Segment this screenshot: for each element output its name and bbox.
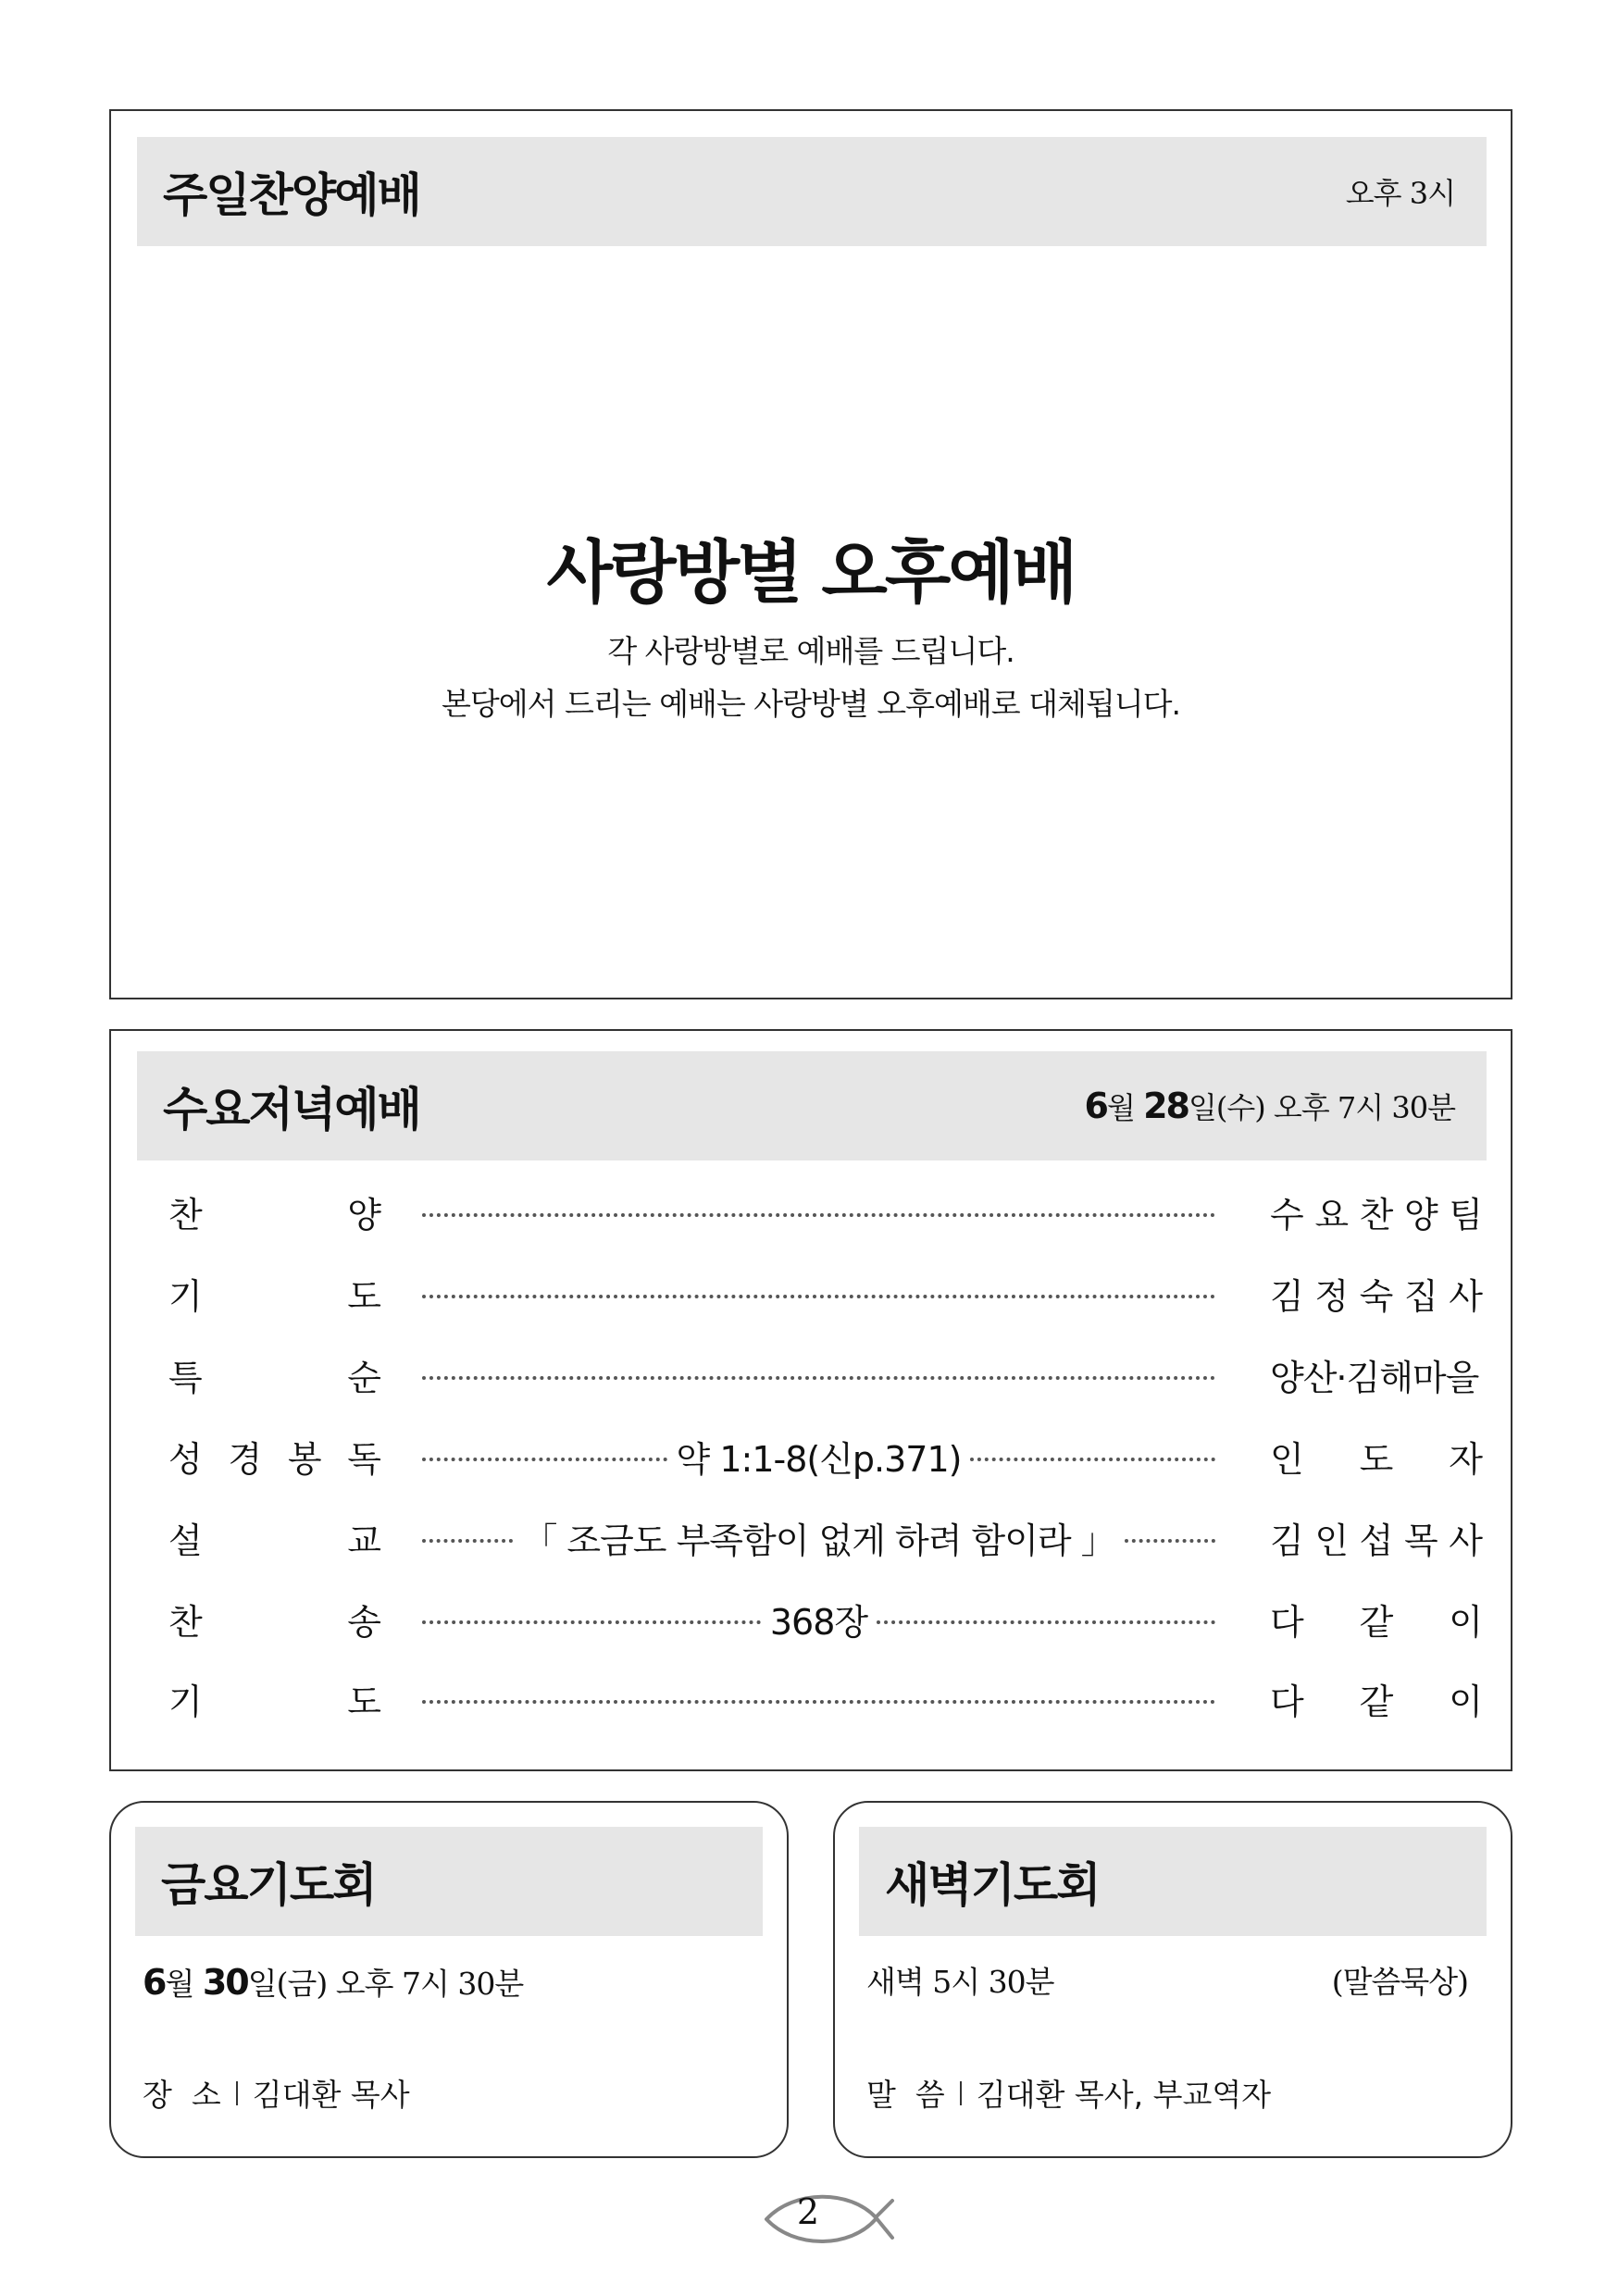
divider-bar bbox=[960, 2081, 962, 2105]
dotted-leader bbox=[1125, 1539, 1215, 1543]
word-label: 말 씀 bbox=[866, 2077, 945, 2113]
order-content bbox=[418, 1696, 1219, 1700]
sunday-headline: 사랑방별 오후예배 bbox=[546, 533, 1076, 613]
order-leader: 다 같 이 bbox=[1270, 1601, 1483, 1643]
friday-prayer-box bbox=[109, 1801, 789, 2158]
dotted-leader bbox=[877, 1620, 1215, 1624]
wednesday-service-time: 6월 28일(수) 오후 7시 30분 bbox=[1084, 1086, 1455, 1126]
word-value: 김대환 목사, 부교역자 bbox=[976, 2077, 1272, 2113]
dawn-prayer-box bbox=[833, 1801, 1512, 2158]
friday-prayer-title: 금요기도회 bbox=[161, 1858, 376, 1912]
order-row bbox=[168, 1260, 1483, 1325]
dotted-leader bbox=[422, 1458, 667, 1461]
order-content bbox=[418, 1291, 1219, 1295]
dotted-leader bbox=[422, 1295, 1215, 1298]
page-number: 2 bbox=[796, 2191, 820, 2232]
order-content bbox=[418, 1372, 1219, 1376]
dotted-leader bbox=[422, 1620, 761, 1624]
friday-prayer-time: 6월 30일(금) 오후 7시 30분 bbox=[143, 1962, 524, 2003]
order-leader: 수 요 찬 양 팀 bbox=[1270, 1194, 1483, 1235]
divider-bar bbox=[236, 2081, 238, 2105]
order-leader: 인 도 자 bbox=[1270, 1438, 1483, 1480]
order-label: 찬 양 bbox=[168, 1194, 381, 1235]
sunday-service-header bbox=[137, 137, 1487, 246]
order-row bbox=[168, 1423, 1483, 1488]
order-row bbox=[168, 1586, 1483, 1651]
order-label: 특 순 bbox=[168, 1357, 381, 1398]
order-label: 성 경 봉 독 bbox=[168, 1438, 381, 1480]
place-value: 김대환 목사 bbox=[252, 2077, 410, 2113]
dotted-leader bbox=[422, 1376, 1215, 1380]
dotted-leader bbox=[422, 1700, 1215, 1704]
dawn-time: 새벽 5시 30분 bbox=[866, 1964, 1054, 2000]
dotted-leader bbox=[422, 1539, 513, 1543]
order-content-text: 약 1:1-8(신p.371) bbox=[676, 1438, 962, 1480]
order-label: 찬 송 bbox=[168, 1601, 381, 1643]
dotted-leader bbox=[422, 1213, 1215, 1217]
order-leader: 김 인 섭 목 사 bbox=[1270, 1520, 1483, 1561]
order-content-text: 368장 bbox=[769, 1601, 868, 1643]
wednesday-service-title: 수요저녁예배 bbox=[163, 1083, 420, 1136]
wednesday-service-header bbox=[137, 1051, 1487, 1160]
dawn-prayer-time bbox=[866, 1958, 1468, 2002]
sunday-line-2: 본당에서 드리는 예배는 사랑방별 오후예배로 대체됩니다. bbox=[441, 686, 1180, 722]
dawn-prayer-header bbox=[859, 1827, 1487, 1936]
order-row bbox=[168, 1179, 1483, 1244]
sunday-line-1: 각 사랑방별로 예배를 드립니다. bbox=[607, 633, 1014, 669]
order-content-text: 「 조금도 부족함이 없게 하려 함이라 」 bbox=[522, 1520, 1115, 1561]
friday-prayer-header bbox=[135, 1827, 763, 1936]
order-content bbox=[418, 1512, 1219, 1563]
order-label: 기 도 bbox=[168, 1681, 381, 1722]
sunday-service-time: 오후 3시 bbox=[1345, 176, 1455, 211]
order-leader: 김 정 숙 집 사 bbox=[1270, 1275, 1483, 1317]
place-label: 장 소 bbox=[143, 2077, 221, 2113]
order-row bbox=[168, 1666, 1483, 1731]
order-leader: 다 같 이 bbox=[1270, 1681, 1483, 1722]
order-content bbox=[418, 1431, 1219, 1482]
dawn-note: (말씀묵상) bbox=[1331, 1964, 1468, 2000]
dawn-prayer-title: 새벽기도회 bbox=[885, 1858, 1100, 1912]
order-leader: 양산·김해마을 bbox=[1270, 1357, 1479, 1398]
sunday-service-box bbox=[109, 109, 1512, 999]
order-label: 설 교 bbox=[168, 1520, 381, 1561]
order-row bbox=[168, 1505, 1483, 1570]
order-row bbox=[168, 1342, 1479, 1407]
order-content bbox=[418, 1594, 1219, 1644]
dotted-leader bbox=[970, 1458, 1215, 1461]
order-label: 기 도 bbox=[168, 1275, 381, 1317]
order-content bbox=[418, 1210, 1219, 1213]
sunday-service-title: 주일찬양예배 bbox=[163, 168, 420, 222]
dawn-prayer-word bbox=[866, 2071, 1271, 2115]
friday-prayer-place bbox=[143, 2071, 410, 2115]
